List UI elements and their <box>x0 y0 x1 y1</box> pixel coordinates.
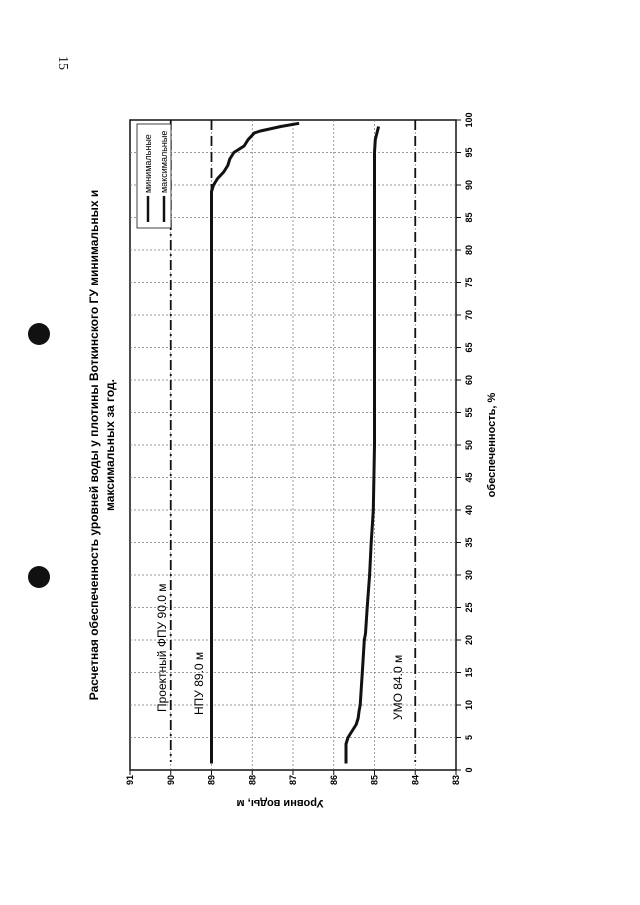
x-tick-label: 0 <box>464 767 474 773</box>
x-tick-label: 35 <box>464 537 474 548</box>
legend <box>137 124 171 228</box>
y-tick-label: 86 <box>328 774 339 786</box>
x-tick-label: 5 <box>464 734 474 741</box>
x-tick-label: 50 <box>464 439 474 451</box>
grid <box>130 120 456 770</box>
x-tick-label: 90 <box>464 179 474 191</box>
x-tick-label: 75 <box>464 277 474 288</box>
x-tick-label: 30 <box>464 569 474 581</box>
ref-label-npu: НПУ 89.0 м <box>192 651 206 715</box>
y-tick-label: 84 <box>410 774 421 786</box>
x-tick-label: 85 <box>464 212 474 223</box>
page-number: 15 <box>55 56 70 70</box>
x-tick-label: 70 <box>464 309 474 321</box>
x-tick-label: 20 <box>464 634 474 646</box>
chart-title-line-1: Расчетная обеспеченность уровней воды у плотины Воткинского ГУ минимальных и <box>87 189 101 701</box>
ref-label-umo: УМО 84.0 м <box>391 654 405 720</box>
chart-title-line-2: максимальных за год. <box>103 379 117 511</box>
x-tick-label: 100 <box>464 112 474 128</box>
x-tick-label: 10 <box>464 699 474 711</box>
x-axis-label: обеспеченность, % <box>486 392 498 498</box>
y-axis-label: Уровни воды, м <box>236 797 324 809</box>
x-tick-label: 40 <box>464 504 474 516</box>
legend-label: минимальные <box>143 134 153 193</box>
x-tick-label: 65 <box>464 342 474 353</box>
legend-label: максимальные <box>159 130 169 193</box>
x-tick-label: 45 <box>464 472 474 483</box>
y-tick-label: 90 <box>165 774 176 786</box>
ref-label-fpu: Проектный ФПУ 90.0 м <box>155 583 169 712</box>
y-tick-label: 88 <box>247 774 258 786</box>
y-tick-label: 87 <box>288 774 298 786</box>
x-tick-label: 55 <box>464 407 474 418</box>
x-tick-label: 80 <box>464 244 474 256</box>
y-tick-label: 83 <box>451 774 461 786</box>
y-tick-label: 91 <box>125 774 135 786</box>
y-tick-label: 85 <box>369 774 380 786</box>
x-tick-label: 60 <box>464 374 474 386</box>
x-tick-label: 15 <box>464 667 474 678</box>
x-tick-label: 25 <box>464 602 474 613</box>
x-tick-label: 95 <box>464 147 474 158</box>
y-tick-label: 89 <box>206 774 217 786</box>
